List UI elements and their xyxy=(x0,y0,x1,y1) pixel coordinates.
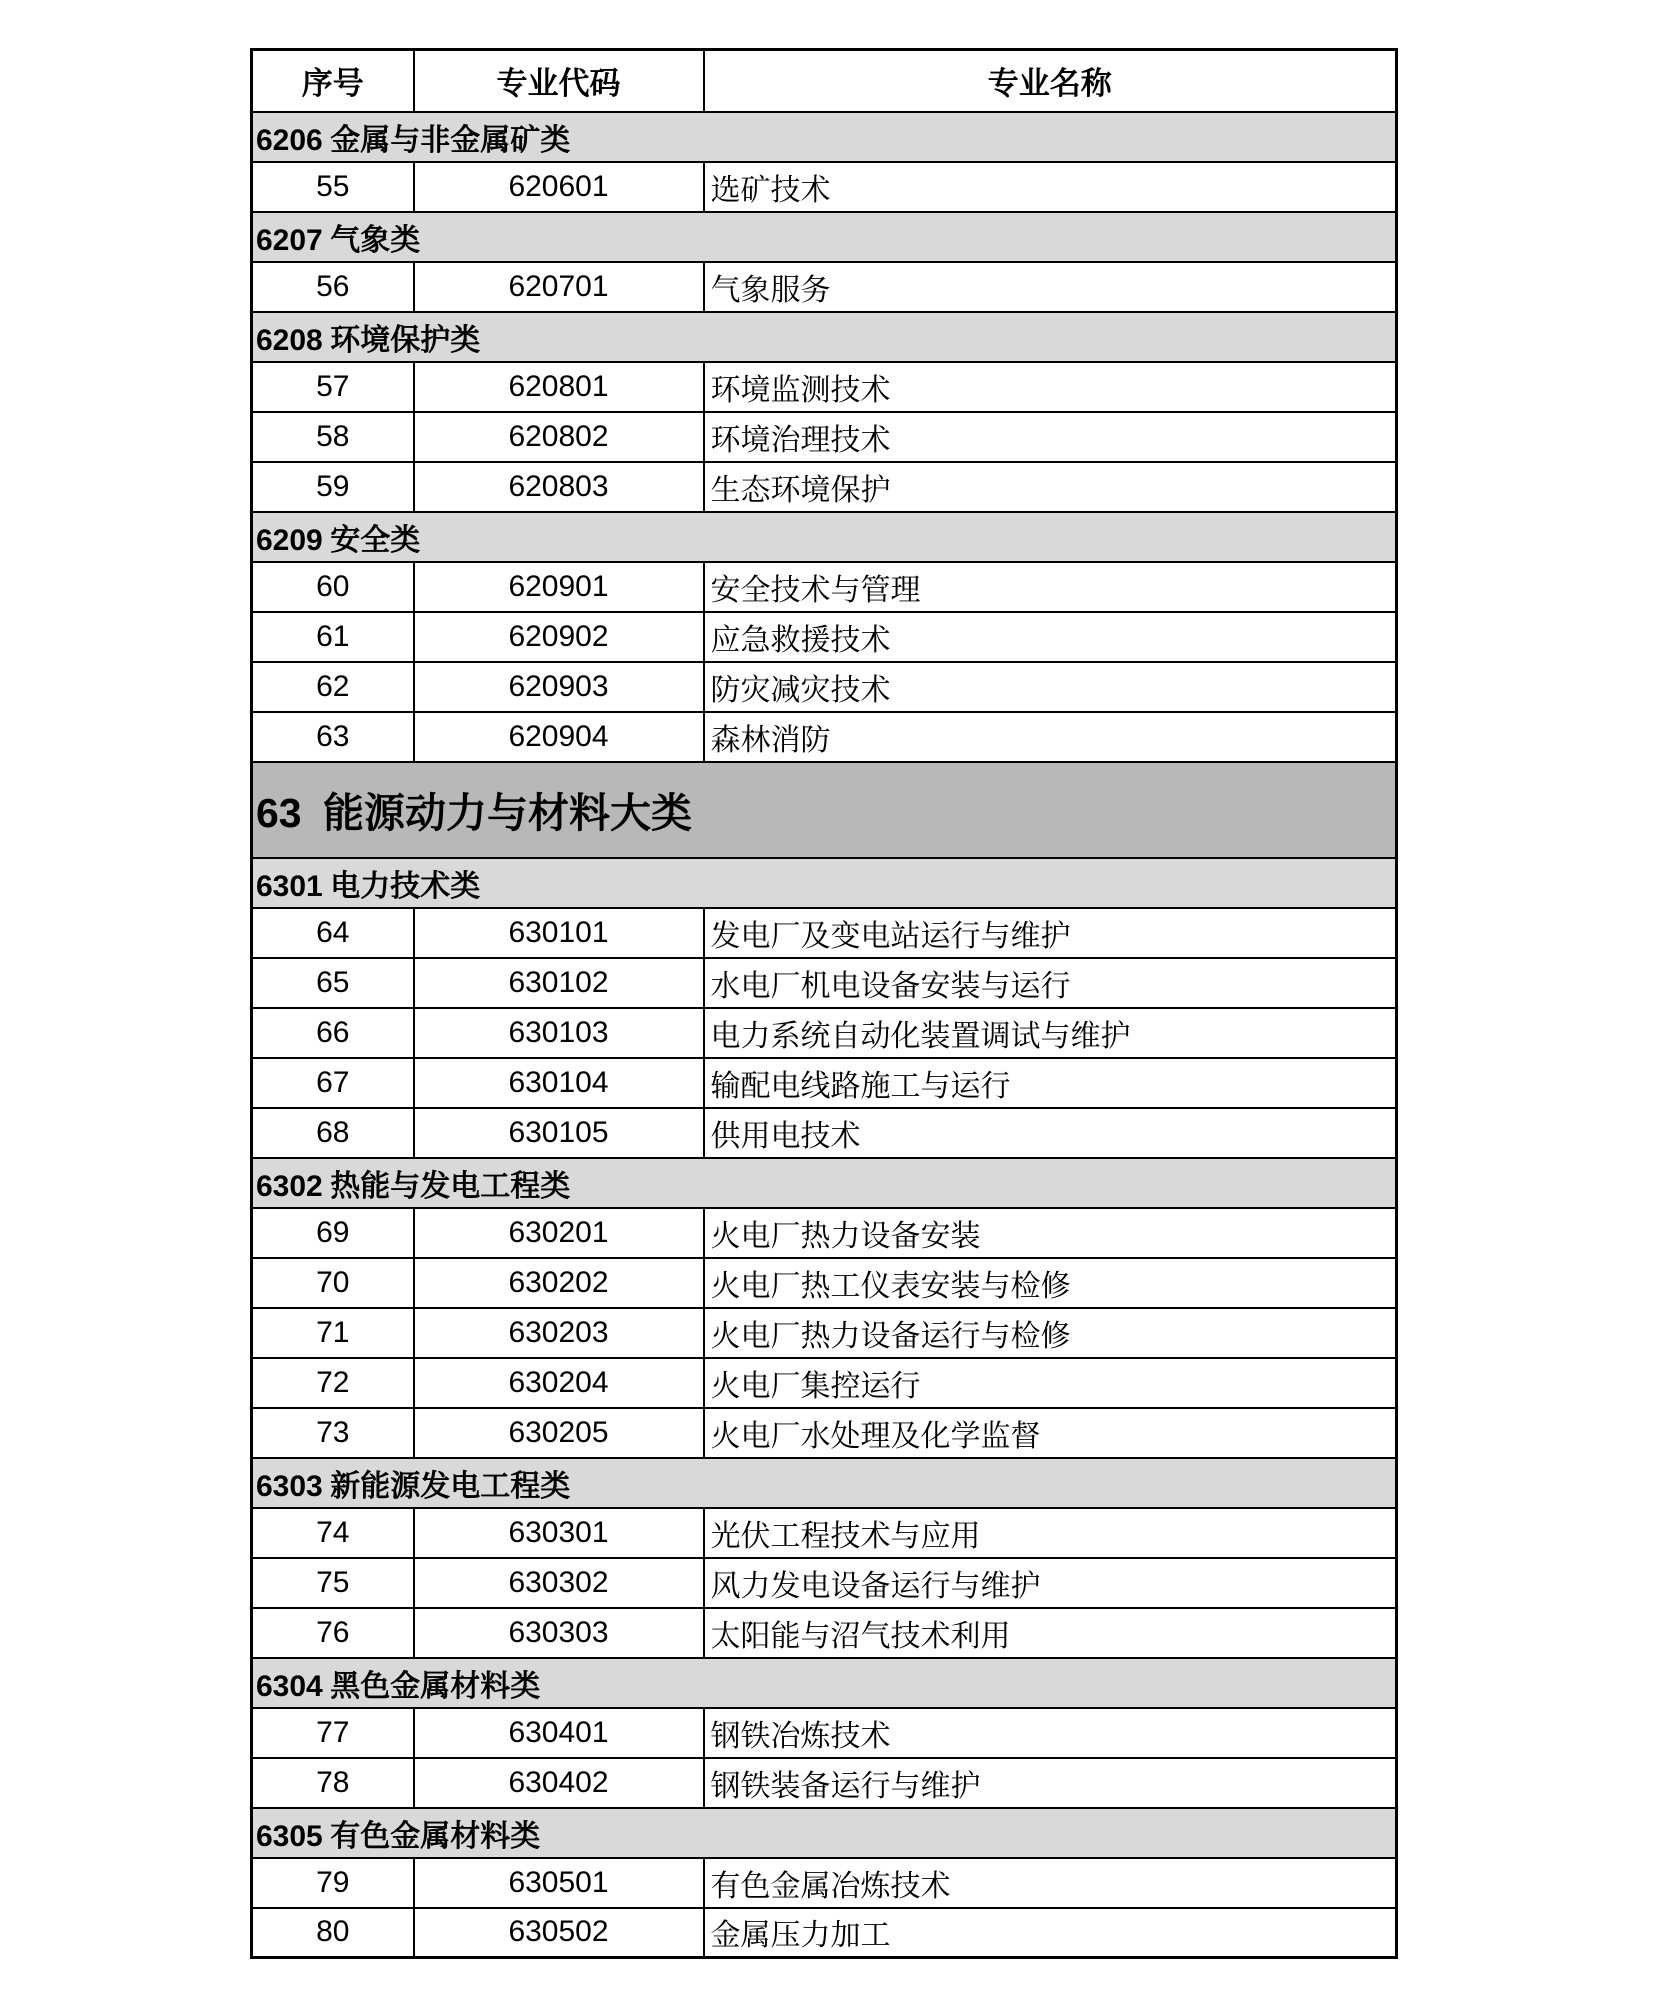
seq-cell: 59 xyxy=(252,462,414,512)
seq-cell: 55 xyxy=(252,162,414,212)
major-row xyxy=(252,958,1397,1008)
major-row xyxy=(252,462,1397,512)
major-row xyxy=(252,1908,1397,1958)
major-row xyxy=(252,1358,1397,1408)
code-cell: 630201 xyxy=(414,1208,704,1258)
major-row xyxy=(252,1058,1397,1108)
section-name: 安全类 xyxy=(330,523,421,557)
name-cell: 选矿技术 xyxy=(704,162,1397,212)
seq-cell: 73 xyxy=(252,1408,414,1458)
code-cell: 620802 xyxy=(414,412,704,462)
major-row xyxy=(252,612,1397,662)
majors-table xyxy=(250,48,1398,1959)
code-cell: 620903 xyxy=(414,662,704,712)
code-cell: 630301 xyxy=(414,1508,704,1558)
section-code: 6207 xyxy=(256,223,323,257)
major-row xyxy=(252,562,1397,612)
column-header-name: 专业名称 xyxy=(704,50,1397,112)
section-name: 热能与发电工程类 xyxy=(330,1169,571,1203)
section-bar-cell xyxy=(252,312,1397,362)
name-cell: 风力发电设备运行与维护 xyxy=(704,1558,1397,1608)
seq-cell: 66 xyxy=(252,1008,414,1058)
name-cell: 钢铁冶炼技术 xyxy=(704,1708,1397,1758)
column-header-seq: 序号 xyxy=(252,50,414,112)
section-bar-row xyxy=(252,512,1397,562)
name-cell: 水电厂机电设备安装与运行 xyxy=(704,958,1397,1008)
seq-cell: 76 xyxy=(252,1608,414,1658)
section-bar-row xyxy=(252,312,1397,362)
table-body xyxy=(252,112,1397,1958)
table-header-row xyxy=(252,50,1397,112)
name-cell: 电力系统自动化装置调试与维护 xyxy=(704,1008,1397,1058)
code-cell: 620801 xyxy=(414,362,704,412)
major-row xyxy=(252,1858,1397,1908)
code-cell: 620701 xyxy=(414,262,704,312)
section-bar-cell xyxy=(252,1658,1397,1708)
code-cell: 630104 xyxy=(414,1058,704,1108)
seq-cell: 75 xyxy=(252,1558,414,1608)
section-code: 6209 xyxy=(256,523,323,557)
code-cell: 630401 xyxy=(414,1708,704,1758)
code-cell: 630501 xyxy=(414,1858,704,1908)
name-cell: 防灾减灾技术 xyxy=(704,662,1397,712)
code-cell: 630203 xyxy=(414,1308,704,1358)
column-header-code: 专业代码 xyxy=(414,50,704,112)
major-row xyxy=(252,162,1397,212)
seq-cell: 61 xyxy=(252,612,414,662)
section-name: 电力技术类 xyxy=(330,869,481,903)
section-name: 环境保护类 xyxy=(330,323,481,357)
major-row xyxy=(252,1258,1397,1308)
major-row xyxy=(252,1208,1397,1258)
section-bar-cell xyxy=(252,512,1397,562)
seq-cell: 78 xyxy=(252,1758,414,1808)
section-code: 6208 xyxy=(256,323,323,357)
section-bar-cell xyxy=(252,1808,1397,1858)
section-bar-row xyxy=(252,212,1397,262)
code-cell: 630202 xyxy=(414,1258,704,1308)
seq-cell: 65 xyxy=(252,958,414,1008)
section-bar-row xyxy=(252,1158,1397,1208)
section-bar-cell xyxy=(252,1458,1397,1508)
name-cell: 安全技术与管理 xyxy=(704,562,1397,612)
section-name: 气象类 xyxy=(330,223,421,257)
name-cell: 应急救援技术 xyxy=(704,612,1397,662)
name-cell: 光伏工程技术与应用 xyxy=(704,1508,1397,1558)
name-cell: 生态环境保护 xyxy=(704,462,1397,512)
category-name: 能源动力与材料大类 xyxy=(323,790,693,836)
seq-cell: 71 xyxy=(252,1308,414,1358)
section-name: 金属与非金属矿类 xyxy=(330,123,571,157)
code-cell: 630402 xyxy=(414,1758,704,1808)
major-row xyxy=(252,1608,1397,1658)
seq-cell: 62 xyxy=(252,662,414,712)
major-row xyxy=(252,1758,1397,1808)
code-cell: 620803 xyxy=(414,462,704,512)
name-cell: 火电厂热力设备安装 xyxy=(704,1208,1397,1258)
code-cell: 630105 xyxy=(414,1108,704,1158)
code-cell: 620902 xyxy=(414,612,704,662)
section-bar-row xyxy=(252,1458,1397,1508)
major-row xyxy=(252,662,1397,712)
major-row xyxy=(252,1408,1397,1458)
seq-cell: 70 xyxy=(252,1258,414,1308)
section-code: 6305 xyxy=(256,1819,323,1853)
section-bar-row xyxy=(252,1808,1397,1858)
code-cell: 630101 xyxy=(414,908,704,958)
code-cell: 630302 xyxy=(414,1558,704,1608)
name-cell: 发电厂及变电站运行与维护 xyxy=(704,908,1397,958)
name-cell: 供用电技术 xyxy=(704,1108,1397,1158)
code-cell: 630303 xyxy=(414,1608,704,1658)
major-row xyxy=(252,1108,1397,1158)
seq-cell: 74 xyxy=(252,1508,414,1558)
major-row xyxy=(252,262,1397,312)
code-cell: 630502 xyxy=(414,1908,704,1958)
name-cell: 输配电线路施工与运行 xyxy=(704,1058,1397,1108)
major-row xyxy=(252,412,1397,462)
code-cell: 630103 xyxy=(414,1008,704,1058)
section-name: 黑色金属材料类 xyxy=(330,1669,541,1703)
section-name: 新能源发电工程类 xyxy=(330,1469,571,1503)
category-bar-cell xyxy=(252,762,1397,858)
seq-cell: 64 xyxy=(252,908,414,958)
seq-cell: 56 xyxy=(252,262,414,312)
seq-cell: 72 xyxy=(252,1358,414,1408)
name-cell: 气象服务 xyxy=(704,262,1397,312)
major-row xyxy=(252,1008,1397,1058)
code-cell: 630102 xyxy=(414,958,704,1008)
major-row xyxy=(252,1508,1397,1558)
seq-cell: 79 xyxy=(252,1858,414,1908)
section-code: 6302 xyxy=(256,1169,323,1203)
section-code: 6206 xyxy=(256,123,323,157)
name-cell: 火电厂水处理及化学监督 xyxy=(704,1408,1397,1458)
section-bar-row xyxy=(252,1658,1397,1708)
code-cell: 620904 xyxy=(414,712,704,762)
name-cell: 太阳能与沼气技术利用 xyxy=(704,1608,1397,1658)
name-cell: 环境监测技术 xyxy=(704,362,1397,412)
name-cell: 火电厂热工仪表安装与检修 xyxy=(704,1258,1397,1308)
category-code: 63 xyxy=(256,790,302,836)
category-bar-row xyxy=(252,762,1397,858)
major-row xyxy=(252,712,1397,762)
section-bar-row xyxy=(252,112,1397,162)
section-bar-cell xyxy=(252,1158,1397,1208)
seq-cell: 60 xyxy=(252,562,414,612)
seq-cell: 58 xyxy=(252,412,414,462)
major-row xyxy=(252,1558,1397,1608)
seq-cell: 63 xyxy=(252,712,414,762)
name-cell: 火电厂集控运行 xyxy=(704,1358,1397,1408)
name-cell: 环境治理技术 xyxy=(704,412,1397,462)
major-row xyxy=(252,908,1397,958)
seq-cell: 68 xyxy=(252,1108,414,1158)
name-cell: 有色金属冶炼技术 xyxy=(704,1858,1397,1908)
name-cell: 森林消防 xyxy=(704,712,1397,762)
code-cell: 630205 xyxy=(414,1408,704,1458)
seq-cell: 80 xyxy=(252,1908,414,1958)
code-cell: 630204 xyxy=(414,1358,704,1408)
seq-cell: 77 xyxy=(252,1708,414,1758)
major-row xyxy=(252,1708,1397,1758)
code-cell: 620901 xyxy=(414,562,704,612)
name-cell: 金属压力加工 xyxy=(704,1908,1397,1958)
section-code: 6301 xyxy=(256,869,323,903)
section-bar-row xyxy=(252,858,1397,908)
major-row xyxy=(252,1308,1397,1358)
section-name: 有色金属材料类 xyxy=(330,1819,541,1853)
major-row xyxy=(252,362,1397,412)
seq-cell: 57 xyxy=(252,362,414,412)
section-code: 6303 xyxy=(256,1469,323,1503)
section-code: 6304 xyxy=(256,1669,323,1703)
code-cell: 620601 xyxy=(414,162,704,212)
seq-cell: 67 xyxy=(252,1058,414,1108)
section-bar-cell xyxy=(252,112,1397,162)
section-bar-cell xyxy=(252,212,1397,262)
name-cell: 火电厂热力设备运行与检修 xyxy=(704,1308,1397,1358)
name-cell: 钢铁装备运行与维护 xyxy=(704,1758,1397,1808)
seq-cell: 69 xyxy=(252,1208,414,1258)
section-bar-cell xyxy=(252,858,1397,908)
